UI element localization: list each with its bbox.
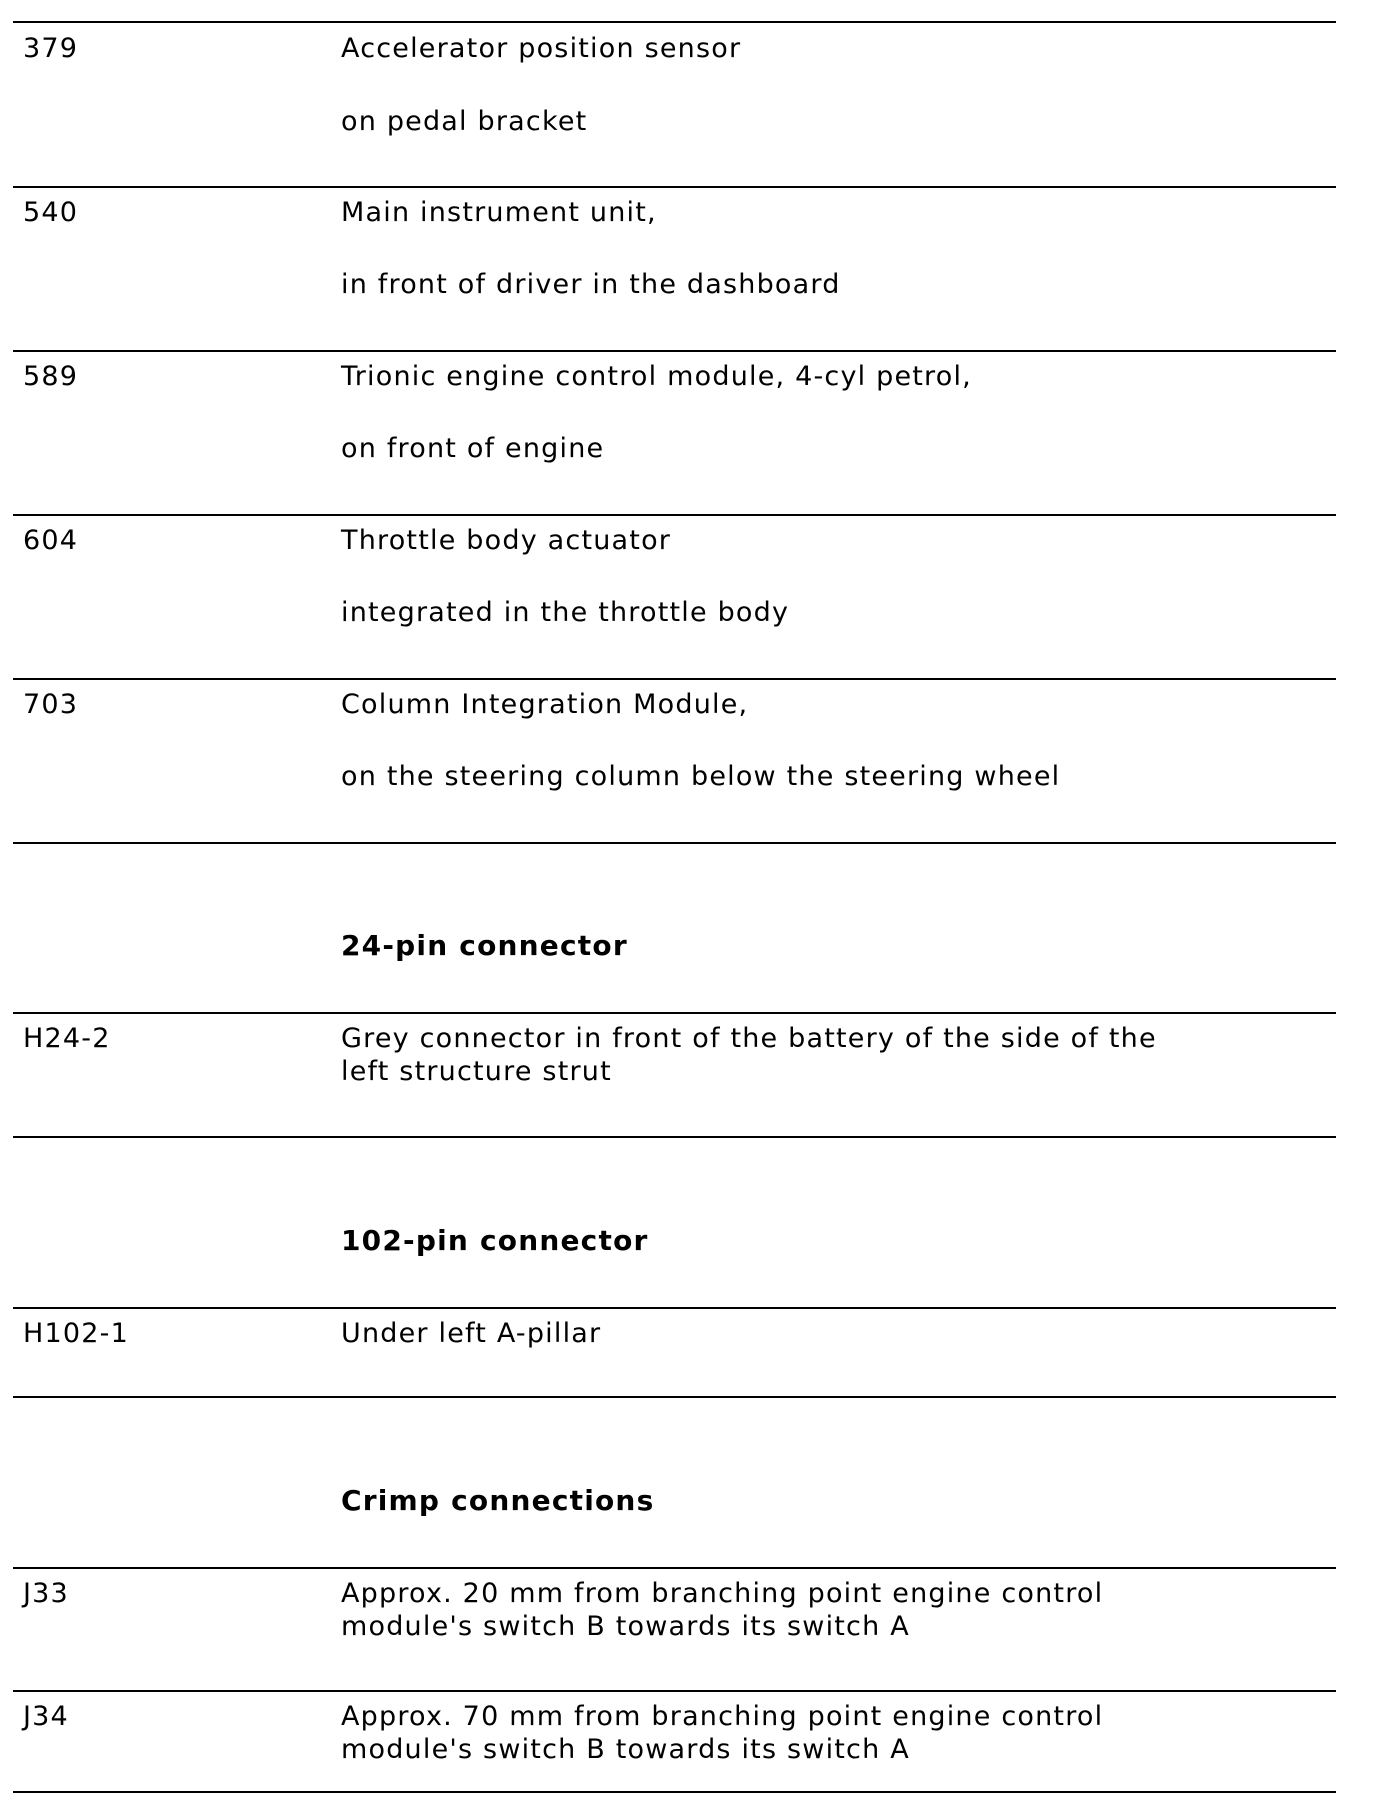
row-description-continued: module's switch B towards its switch A (341, 1611, 910, 1642)
section-heading-24pin: 24-pin connector (341, 929, 628, 962)
row-code: 604 (23, 525, 79, 556)
row-code: 540 (23, 197, 79, 228)
row-description: Trionic engine control module, 4-cyl petrol, (341, 361, 972, 392)
row-location: on front of engine (341, 433, 605, 464)
row-location: on the steering column below the steering wheel (341, 761, 1061, 792)
table-rule (13, 678, 1336, 680)
row-code: 379 (23, 33, 79, 64)
table-rule (13, 514, 1336, 516)
table-rule (13, 1136, 1336, 1138)
row-description: Approx. 20 mm from branching point engine control (341, 1578, 1104, 1609)
row-code: J34 (23, 1701, 69, 1732)
row-code: H102-1 (23, 1318, 129, 1349)
table-rule (13, 350, 1336, 352)
row-description: Accelerator position sensor (341, 33, 742, 64)
row-location: on pedal bracket (341, 106, 588, 137)
table-rule (13, 1012, 1336, 1014)
table-rule (13, 842, 1336, 844)
row-location: in front of driver in the dashboard (341, 269, 841, 300)
row-description: Throttle body actuator (341, 525, 672, 556)
table-rule (13, 1791, 1336, 1793)
row-code: 589 (23, 361, 79, 392)
row-code: J33 (23, 1578, 69, 1609)
table-rule (13, 21, 1336, 23)
section-heading-crimp: Crimp connections (341, 1484, 655, 1517)
row-description: Main instrument unit, (341, 197, 657, 228)
table-rule (13, 1396, 1336, 1398)
row-description: Approx. 70 mm from branching point engine control (341, 1701, 1104, 1732)
row-code: H24-2 (23, 1023, 111, 1054)
row-code: 703 (23, 689, 79, 720)
table-rule (13, 1690, 1336, 1692)
row-description-continued: left structure strut (341, 1056, 612, 1087)
table-rule (13, 1567, 1336, 1569)
section-heading-102pin: 102-pin connector (341, 1224, 649, 1257)
table-rule (13, 186, 1336, 188)
row-description: Column Integration Module, (341, 689, 749, 720)
row-location: integrated in the throttle body (341, 597, 790, 628)
row-description: Under left A-pillar (341, 1318, 602, 1349)
row-description: Grey connector in front of the battery of the side of the (341, 1023, 1157, 1054)
row-description-continued: module's switch B towards its switch A (341, 1734, 910, 1765)
table-rule (13, 1307, 1336, 1309)
